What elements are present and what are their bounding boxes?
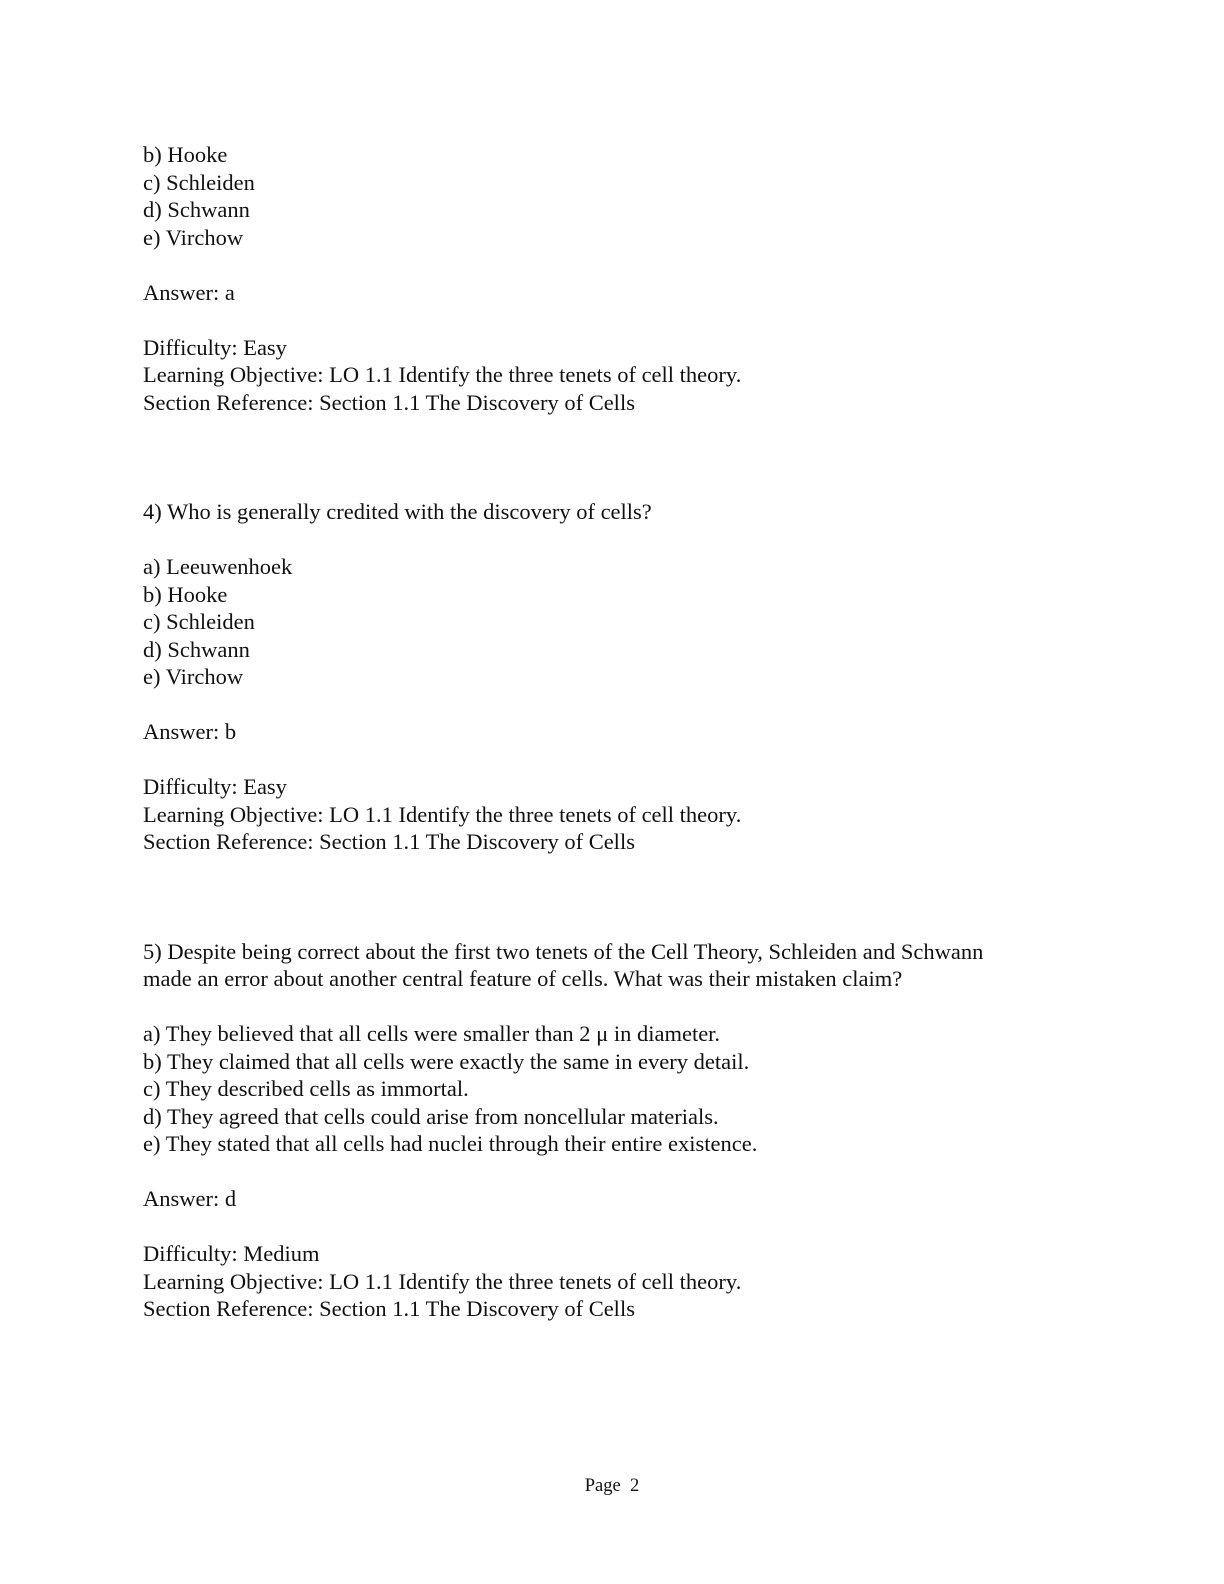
question-5 <box>143 938 1103 1323</box>
section-reference: Section Reference: Section 1.1 The Discovery of Cells <box>143 389 635 415</box>
option-b: b) Hooke <box>143 142 228 167</box>
question-text-line-1: 5) Despite being correct about the first two tenets of the Cell Theory, Schleiden and Schwann <box>143 938 984 964</box>
difficulty: Difficulty: Easy <box>143 774 287 799</box>
option-b: b) They claimed that all cells were exactly the same in every detail. <box>143 1048 750 1074</box>
options-list <box>143 141 1103 251</box>
page-number: 2 <box>629 1476 640 1496</box>
options-list <box>143 553 1103 691</box>
learning-objective: Learning Objective: LO 1.1 Identify the three tenets of cell theory. <box>143 801 742 827</box>
document-page <box>143 141 1103 1323</box>
answer: Answer: b <box>143 719 237 744</box>
option-c: c) Schleiden <box>143 169 255 195</box>
option-d: d) Schwann <box>143 197 250 222</box>
answer: Answer: d <box>143 1186 237 1211</box>
option-a: a) Leeuwenhoek <box>143 554 293 579</box>
difficulty: Difficulty: Medium <box>143 1241 320 1266</box>
option-e: e) Virchow <box>143 224 244 250</box>
answer: Answer: a <box>143 279 235 305</box>
learning-objective: Learning Objective: LO 1.1 Identify the three tenets of cell theory. <box>143 362 742 387</box>
option-d: d) Schwann <box>143 636 250 662</box>
option-e: e) They stated that all cells had nuclei through their entire existence. <box>143 1131 758 1156</box>
section-reference: Section Reference: Section 1.1 The Discovery of Cells <box>143 829 635 854</box>
options-list <box>143 1020 1103 1158</box>
option-c: c) Schleiden <box>143 609 255 634</box>
section-reference: Section Reference: Section 1.1 The Discovery of Cells <box>143 1296 635 1321</box>
page-footer <box>0 1474 1224 1498</box>
option-a: a) They believed that all cells were smaller than 2 μ in diameter. <box>143 1021 721 1046</box>
page-label: Page <box>584 1476 621 1496</box>
question-text: 4) Who is generally credited with the discovery of cells? <box>143 499 652 524</box>
option-c: c) They described cells as immortal. <box>143 1076 469 1101</box>
learning-objective: Learning Objective: LO 1.1 Identify the three tenets of cell theory. <box>143 1268 742 1294</box>
question-text-line-2: made an error about another central feature of cells. What was their mistaken claim? <box>143 966 903 991</box>
option-b: b) Hooke <box>143 581 228 607</box>
question-4 <box>143 498 1103 856</box>
option-e: e) Virchow <box>143 664 244 689</box>
option-d: d) They agreed that cells could arise from noncellular materials. <box>143 1103 719 1129</box>
difficulty: Difficulty: Easy <box>143 334 287 360</box>
question-3-continued <box>143 141 1103 416</box>
